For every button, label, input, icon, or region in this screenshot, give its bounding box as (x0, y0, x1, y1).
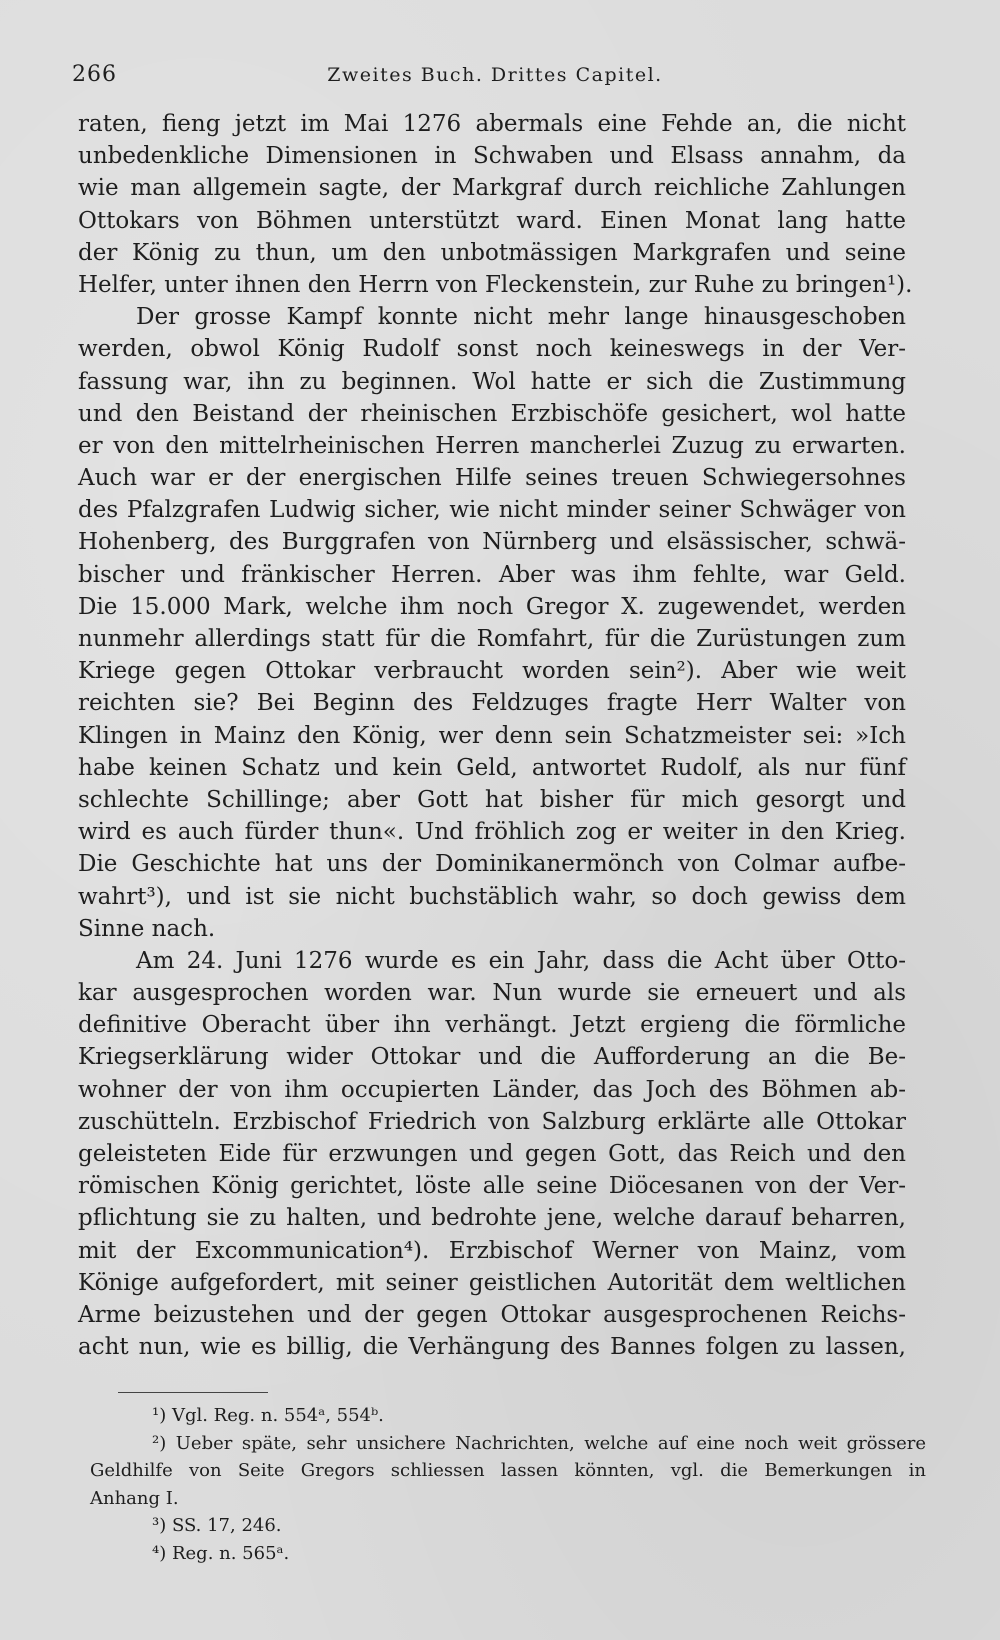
text-line: acht nun, wie es billig, die Verhängung des Bannes folgen zu lassen, (78, 1334, 906, 1361)
text-line: pflichtung sie zu halten, und bedrohte jene, welche darauf beharren, (78, 1205, 906, 1232)
page-number: 266 (72, 62, 117, 87)
text-line: Helfer, unter ihnen den Herrn von Fleckenstein, zur Ruhe zu bringen¹). (78, 271, 913, 298)
text-line: geleisteten Eide für erzwungen und gegen Gott, das Reich und den (78, 1141, 906, 1167)
text-line: der König zu thun, um den unbotmässigen Markgrafen und seine (78, 239, 906, 266)
text-line: Kriegserklärung wider Ottokar und die Aufforderung an die Be- (78, 1044, 906, 1071)
text-line: Sinne nach. (78, 915, 216, 942)
text-line: wird es auch fürder thun«. Und fröhlich zog er weiter in den Krieg. (78, 819, 906, 846)
text-line: Die Geschichte hat uns der Dominikanermönch von Colmar aufbe- (78, 851, 906, 878)
text-line: Kriege gegen Ottokar verbraucht worden sein²). Aber wie weit (78, 658, 906, 685)
text-line: Auch war er der energischen Hilfe seines treuen Schwiegersohnes (78, 465, 906, 492)
text-line: Klingen in Mainz den König, wer denn sein Schatzmeister sei: »Ich (78, 722, 906, 749)
text-line: Der grosse Kampf konnte nicht mehr lange hinausgeschoben (136, 304, 906, 331)
footnote-line: ¹) Vgl. Reg. n. 554ᵃ, 554ᵇ. (152, 1405, 384, 1426)
text-line: raten, fieng jetzt im Mai 1276 abermals eine Fehde an, die nicht (78, 111, 906, 137)
text-line: fassung war, ihn zu beginnen. Wol hatte er sich die Zustimmung (78, 368, 906, 395)
text-line: unbedenkliche Dimensionen in Schwaben und Elsass annahm, da (78, 143, 906, 170)
footnote-line: Anhang I. (90, 1487, 179, 1509)
footnote-divider (118, 1392, 268, 1393)
text-line: Ottokars von Böhmen unterstützt ward. Einen Monat lang hatte (78, 207, 906, 234)
text-line: Arme beizustehen und der gegen Ottokar ausgesprochenen Reichs- (78, 1301, 906, 1328)
footnotes (90, 1402, 926, 1567)
running-title: Zweites Buch. Drittes Capitel. (327, 64, 663, 86)
text-line: nunmehr allerdings statt für die Romfahrt, für die Zurüstungen zum (78, 626, 906, 652)
text-line: werden, obwol König Rudolf sonst noch keineswegs in der Ver- (78, 336, 906, 363)
footnote-line: ⁴) Reg. n. 565ᵃ. (152, 1542, 290, 1564)
text-line: wie man allgemein sagte, der Markgraf durch reichliche Zahlungen (78, 175, 906, 202)
text-line: definitive Oberacht über ihn verhängt. Jetzt ergieng die förmliche (78, 1012, 906, 1039)
text-line: schlechte Schillinge; aber Gott hat bisher für mich gesorgt und (78, 786, 906, 813)
text-line: wohner der von ihm occupierten Länder, das Joch des Böhmen ab- (78, 1076, 906, 1103)
text-line: des Pfalzgrafen Ludwig sicher, wie nicht minder seiner Schwäger von (78, 497, 906, 524)
text-line: Die 15.000 Mark, welche ihm noch Gregor X. zugewendet, werden (78, 593, 906, 620)
footnote-line: ³) SS. 17, 246. (152, 1515, 282, 1536)
text-line: er von den mittelrheinischen Herren mancherlei Zuzug zu erwarten. (78, 432, 906, 459)
footnote-line: ²) Ueber späte, sehr unsichere Nachrichten, welche auf eine noch weit grössere (152, 1432, 926, 1454)
text-line: römischen König gerichtet, löste alle seine Diöcesanen von der Ver- (78, 1173, 906, 1200)
text-line: kar ausgesprochen worden war. Nun wurde sie erneuert und als (78, 980, 906, 1007)
text-line: Hohenberg, des Burggrafen von Nürnberg und elsässischer, schwä- (78, 529, 906, 556)
text-line: zuschütteln. Erzbischof Friedrich von Salzburg erklärte alle Ottokar (78, 1108, 906, 1135)
text-line: mit der Excommunication⁴). Erzbischof Werner von Mainz, vom (78, 1237, 906, 1264)
text-line: und den Beistand der rheinischen Erzbischöfe gesichert, wol hatte (78, 400, 906, 427)
text-line: reichten sie? Bei Beginn des Feldzuges fragte Herr Walter von (78, 690, 906, 717)
text-line: bischer und fränkischer Herren. Aber was ihm fehlte, war Geld. (78, 561, 906, 588)
text-line: Könige aufgefordert, mit seiner geistlichen Autorität dem weltlichen (78, 1269, 906, 1296)
text-line: Am 24. Juni 1276 wurde es ein Jahr, dass die Acht über Otto- (136, 947, 906, 974)
running-head (72, 62, 918, 92)
footnote-line: Geldhilfe von Seite Gregors schliessen lassen könnten, vgl. die Bemerkungen in (90, 1460, 926, 1481)
text-line: habe keinen Schatz und kein Geld, antwortet Rudolf, als nur fünf (78, 754, 906, 781)
text-line: wahrt³), und ist sie nicht buchstäblich wahr, so doch gewiss dem (78, 883, 906, 910)
body-text (78, 108, 913, 1363)
